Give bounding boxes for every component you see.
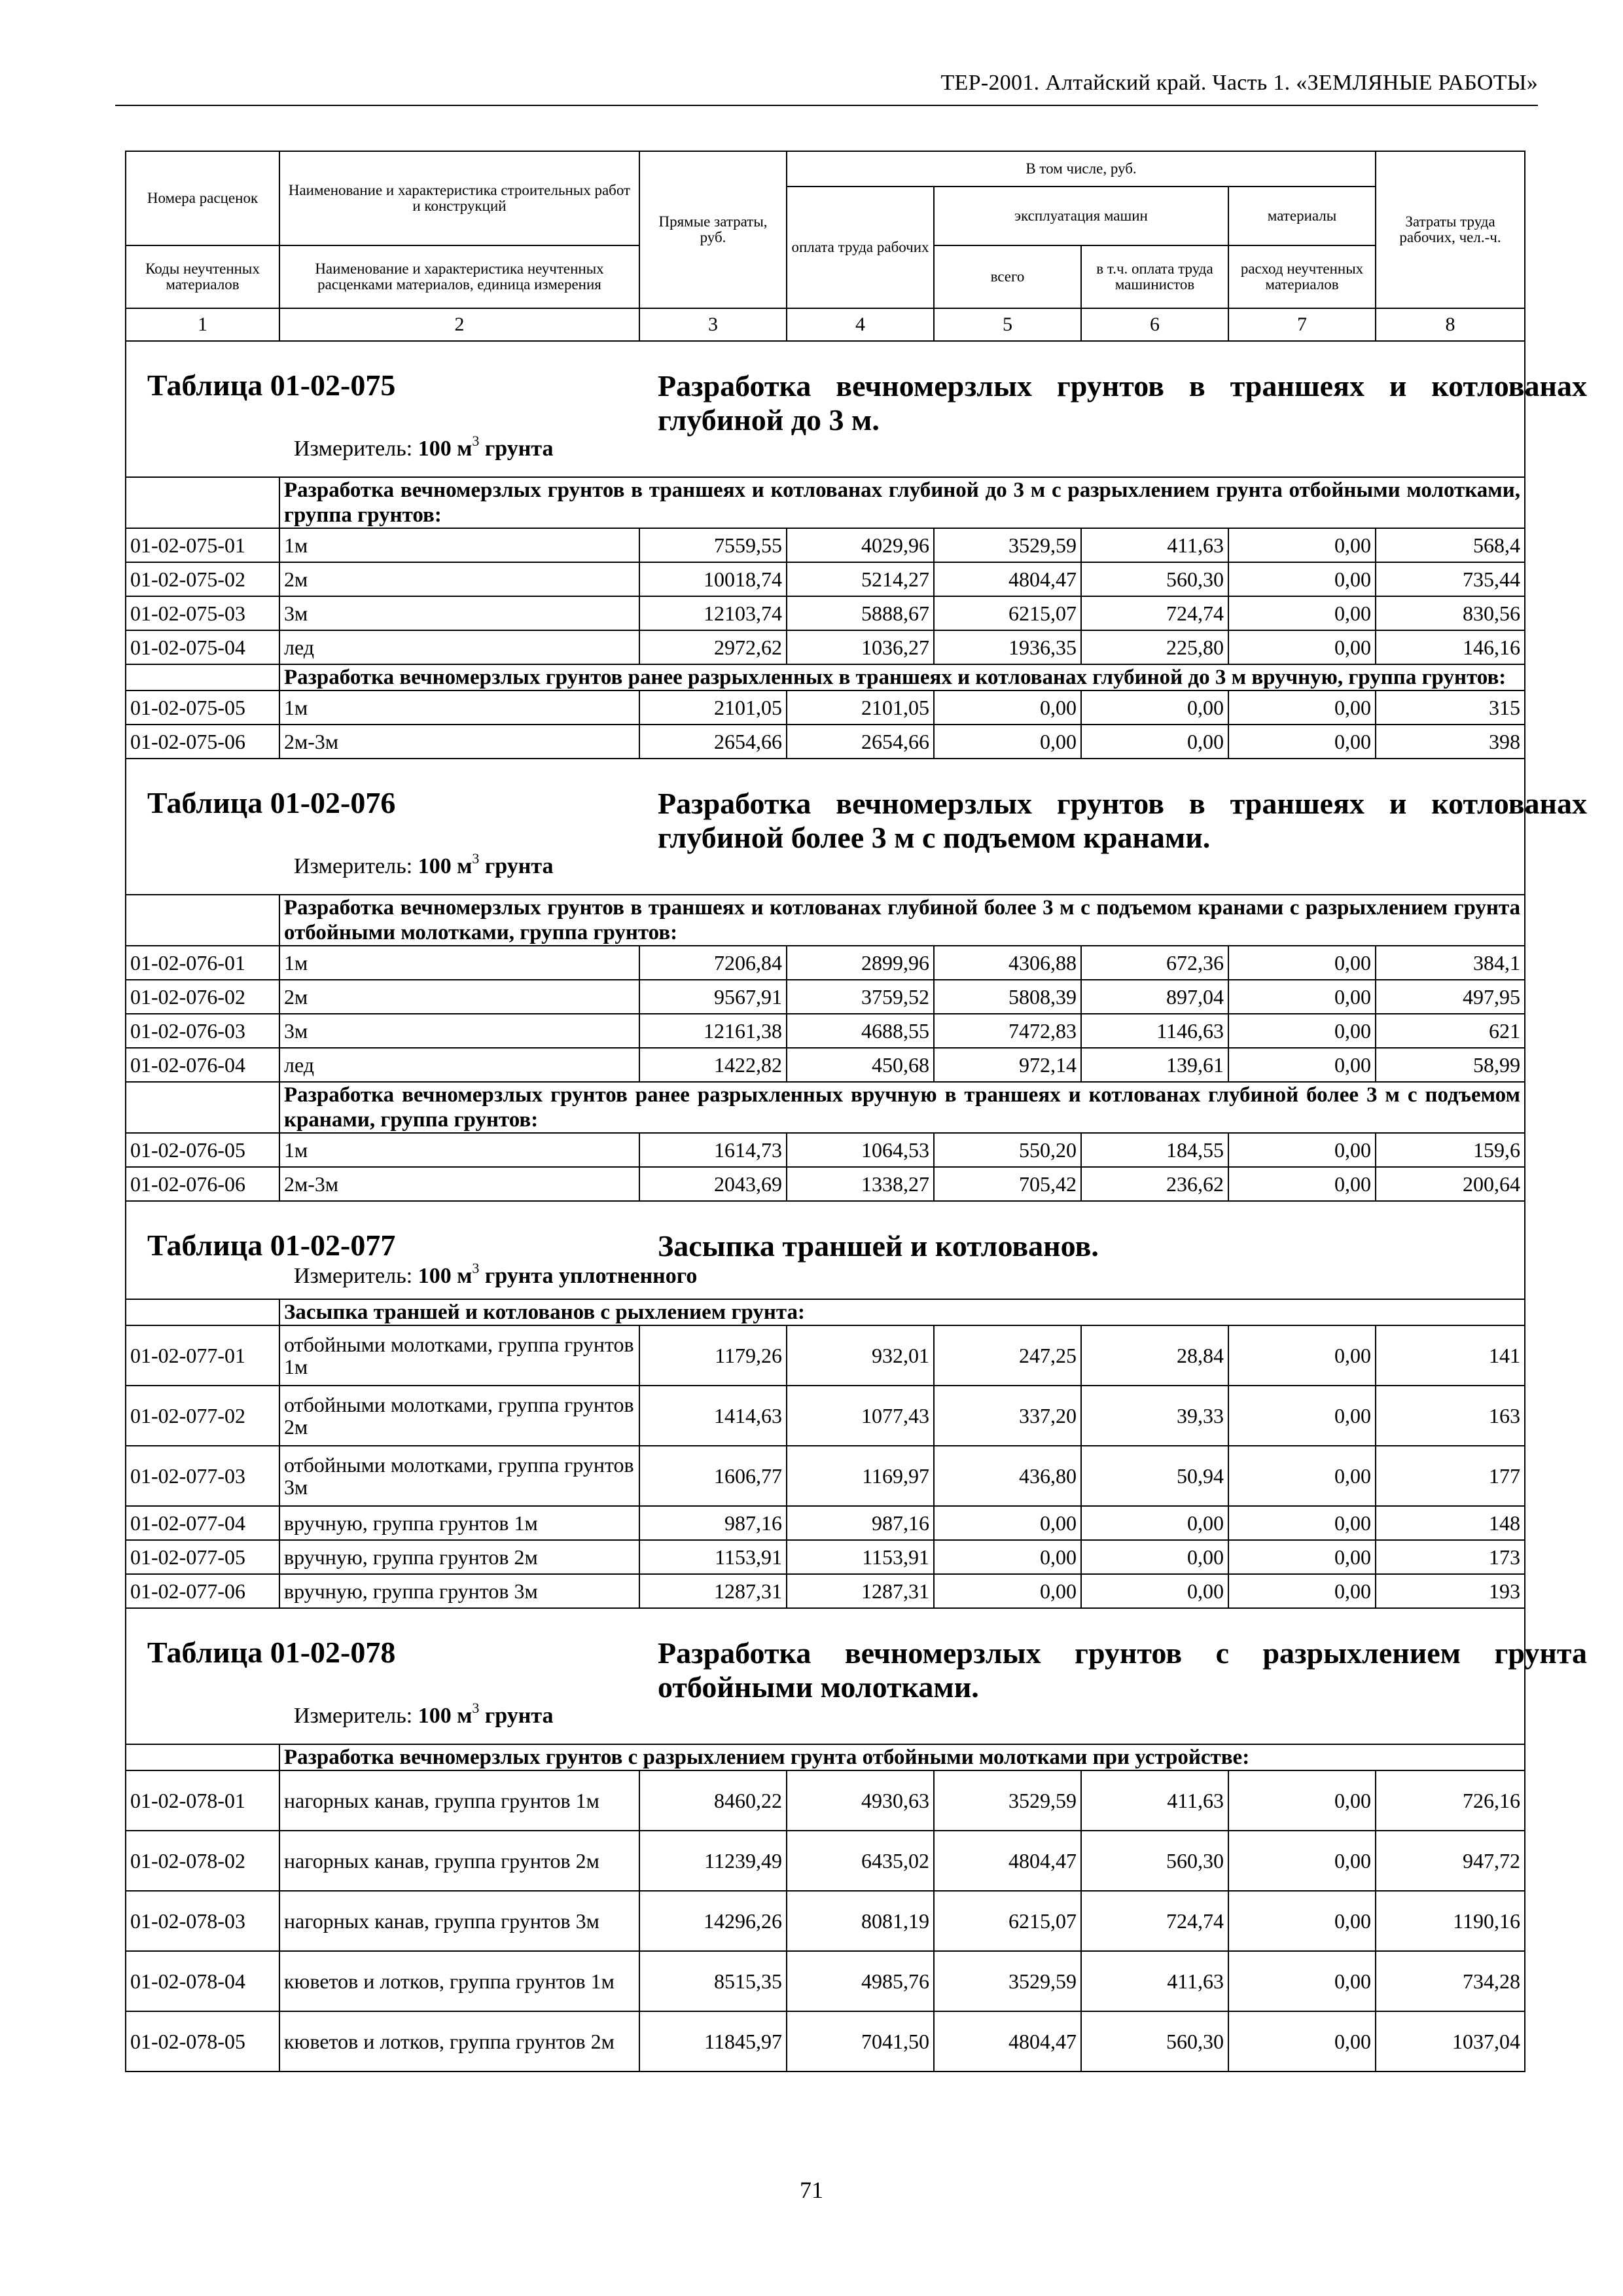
rate-code-cell: 01-02-077-02 <box>126 1386 279 1446</box>
operator-pay-cell: 724,74 <box>1081 596 1228 630</box>
materials-cell: 0,00 <box>1228 1325 1376 1386</box>
table-row <box>126 1770 1525 1831</box>
operator-pay-cell: 236,62 <box>1081 1167 1228 1201</box>
col-head-operator-pay: в т.ч. оплата труда машинистов <box>1081 245 1228 308</box>
table-unit <box>294 1259 698 1289</box>
direct-costs-cell: 2654,66 <box>639 725 787 759</box>
rate-name-cell: 3м <box>279 596 639 630</box>
table-section-header-wrap <box>130 1609 1587 1744</box>
rate-name-cell: 1м <box>279 691 639 725</box>
operator-pay-cell: 0,00 <box>1081 725 1228 759</box>
group-title: Разработка вечномерзлых грунтов с разрыхлением грунта отбойными молотками при устройстве: <box>279 1744 1525 1770</box>
col-head-materials: материалы <box>1228 187 1376 245</box>
table-row <box>126 946 1525 980</box>
rate-name-cell: вручную, группа грунтов 1м <box>279 1506 639 1540</box>
table-number: Таблица 01-02-077 <box>147 1229 396 1262</box>
labor-costs-cell: 173 <box>1376 1540 1525 1574</box>
direct-costs-cell: 10018,74 <box>639 562 787 596</box>
machines-total-cell: 6215,07 <box>934 1891 1081 1951</box>
rate-name-cell: 1м <box>279 1133 639 1167</box>
labor-costs-cell: 568,4 <box>1376 528 1525 562</box>
group-title: Разработка вечномерзлых грунтов в траншеях и котлованах глубиной до 3 м с разрыхлением грунта отбойными молотками, группа грунтов: <box>279 477 1525 528</box>
labor-costs-cell: 497,95 <box>1376 980 1525 1014</box>
machines-total-cell: 0,00 <box>934 1506 1081 1540</box>
materials-cell: 0,00 <box>1228 1831 1376 1891</box>
labor-costs-cell: 735,44 <box>1376 562 1525 596</box>
machines-total-cell: 0,00 <box>934 725 1081 759</box>
table-row <box>126 596 1525 630</box>
materials-cell: 0,00 <box>1228 1770 1376 1831</box>
table-section-header <box>126 1608 1525 1744</box>
rate-name-cell: 2м-3м <box>279 725 639 759</box>
direct-costs-cell: 9567,91 <box>639 980 787 1014</box>
labor-pay-cell: 1287,31 <box>787 1574 934 1608</box>
labor-costs-cell: 141 <box>1376 1325 1525 1386</box>
column-numbers-row <box>126 308 1525 341</box>
col-number: 2 <box>279 308 639 341</box>
col-head-direct-costs: Прямые затраты, руб. <box>639 151 787 308</box>
unit-exponent: 3 <box>472 1259 480 1276</box>
table-row <box>126 1891 1525 1951</box>
col-head-codes: Коды неучтенных материалов <box>126 245 279 308</box>
machines-total-cell: 4804,47 <box>934 2011 1081 2072</box>
unit-exponent: 3 <box>472 850 480 867</box>
operator-pay-cell: 28,84 <box>1081 1325 1228 1386</box>
col-number: 6 <box>1081 308 1228 341</box>
labor-costs-cell: 830,56 <box>1376 596 1525 630</box>
labor-pay-cell: 987,16 <box>787 1506 934 1540</box>
materials-cell: 0,00 <box>1228 691 1376 725</box>
unit-exponent: 3 <box>472 432 480 449</box>
labor-costs-cell: 148 <box>1376 1506 1525 1540</box>
unit-label: Измеритель: <box>294 437 413 461</box>
table-section-header-cell <box>126 759 1587 895</box>
rate-name-cell: вручную, группа грунтов 3м <box>279 1574 639 1608</box>
group-row-spacer <box>126 895 279 946</box>
unit-label: Измеритель: <box>294 1264 413 1288</box>
table-row <box>126 1386 1525 1446</box>
rate-code-cell: 01-02-077-03 <box>126 1446 279 1506</box>
col-head-unaccounted-materials: расход неучтенных материалов <box>1228 245 1376 308</box>
materials-cell: 0,00 <box>1228 1574 1376 1608</box>
rate-name-cell: 1м <box>279 528 639 562</box>
rate-code-cell: 01-02-075-06 <box>126 725 279 759</box>
group-title: Засыпка траншей и котлованов с рыхлением грунта: <box>279 1299 1525 1325</box>
rate-name-cell: отбойными молотками, группа грунтов 1м <box>279 1325 639 1386</box>
unit-label: Измеритель: <box>294 1704 413 1728</box>
unit-rest: грунта <box>479 437 554 461</box>
direct-costs-cell: 987,16 <box>639 1506 787 1540</box>
table-section-header-cell <box>126 341 1587 477</box>
table-row <box>126 1574 1525 1608</box>
labor-costs-cell: 193 <box>1376 1574 1525 1608</box>
table-unit <box>294 850 554 879</box>
rate-name-cell: нагорных канав, группа грунтов 1м <box>279 1770 639 1831</box>
rate-code-cell: 01-02-076-02 <box>126 980 279 1014</box>
machines-total-cell: 3529,59 <box>934 1951 1081 2011</box>
rate-code-cell: 01-02-076-06 <box>126 1167 279 1201</box>
rate-code-cell: 01-02-075-03 <box>126 596 279 630</box>
materials-cell: 0,00 <box>1228 980 1376 1014</box>
table-row <box>126 1325 1525 1386</box>
machines-total-cell: 0,00 <box>934 1574 1081 1608</box>
col-head-machines: эксплуатация машин <box>934 187 1228 245</box>
materials-cell: 0,00 <box>1228 1167 1376 1201</box>
table-section-header-wrap <box>130 342 1587 476</box>
unit-rest: грунта <box>479 1704 554 1728</box>
col-number: 8 <box>1376 308 1525 341</box>
labor-costs-cell: 947,72 <box>1376 1831 1525 1891</box>
labor-costs-cell: 726,16 <box>1376 1770 1525 1831</box>
rate-name-cell: кюветов и лотков, группа грунтов 1м <box>279 1951 639 2011</box>
direct-costs-cell: 1287,31 <box>639 1574 787 1608</box>
rate-name-cell: лед <box>279 630 639 664</box>
unit-value: 100 м <box>418 437 473 461</box>
table-unit <box>294 1699 554 1729</box>
machines-total-cell: 1936,35 <box>934 630 1081 664</box>
table-row <box>126 1014 1525 1048</box>
machines-total-cell: 6215,07 <box>934 596 1081 630</box>
rate-code-cell: 01-02-076-05 <box>126 1133 279 1167</box>
materials-cell: 0,00 <box>1228 1133 1376 1167</box>
direct-costs-cell: 1414,63 <box>639 1386 787 1446</box>
operator-pay-cell: 672,36 <box>1081 946 1228 980</box>
labor-pay-cell: 5888,67 <box>787 596 934 630</box>
labor-pay-cell: 5214,27 <box>787 562 934 596</box>
materials-cell: 0,00 <box>1228 1386 1376 1446</box>
labor-costs-cell: 734,28 <box>1376 1951 1525 2011</box>
table-section-header-wrap <box>130 1202 1520 1299</box>
labor-pay-cell: 2101,05 <box>787 691 934 725</box>
labor-costs-cell: 621 <box>1376 1014 1525 1048</box>
unit-label: Измеритель: <box>294 854 413 878</box>
table-number: Таблица 01-02-075 <box>147 368 396 402</box>
direct-costs-cell: 11845,97 <box>639 2011 787 2072</box>
col-head-rates-numbers: Номера расценок <box>126 151 279 245</box>
table-number: Таблица 01-02-076 <box>147 786 396 819</box>
direct-costs-cell: 2043,69 <box>639 1167 787 1201</box>
machines-total-cell: 3529,59 <box>934 1770 1081 1831</box>
unit-value: 100 м <box>418 1704 473 1728</box>
col-head-work-name: Наименование и характеристика строительных работ и конструкций <box>279 151 639 245</box>
machines-total-cell: 337,20 <box>934 1386 1081 1446</box>
rates-table <box>125 151 1587 2072</box>
materials-cell: 0,00 <box>1228 630 1376 664</box>
rate-code-cell: 01-02-076-03 <box>126 1014 279 1048</box>
operator-pay-cell: 139,61 <box>1081 1048 1228 1082</box>
table-row <box>126 630 1525 664</box>
operator-pay-cell: 0,00 <box>1081 1574 1228 1608</box>
operator-pay-cell: 0,00 <box>1081 1506 1228 1540</box>
labor-costs-cell: 1190,16 <box>1376 1891 1525 1951</box>
labor-costs-cell: 1037,04 <box>1376 2011 1525 2072</box>
direct-costs-cell: 1422,82 <box>639 1048 787 1082</box>
rate-code-cell: 01-02-075-04 <box>126 630 279 664</box>
table-row <box>126 1167 1525 1201</box>
table-row <box>126 1540 1525 1574</box>
labor-pay-cell: 2899,96 <box>787 946 934 980</box>
materials-cell: 0,00 <box>1228 562 1376 596</box>
machines-total-cell: 436,80 <box>934 1446 1081 1506</box>
col-head-labor-costs: Затраты труда рабочих, чел.-ч. <box>1376 151 1525 308</box>
rate-code-cell: 01-02-077-04 <box>126 1506 279 1540</box>
rate-code-cell: 01-02-075-05 <box>126 691 279 725</box>
operator-pay-cell: 724,74 <box>1081 1891 1228 1951</box>
group-row-spacer <box>126 1082 279 1133</box>
direct-costs-cell: 1179,26 <box>639 1325 787 1386</box>
col-head-labor-pay: оплата труда рабочих <box>787 187 934 308</box>
materials-cell: 0,00 <box>1228 1951 1376 2011</box>
labor-pay-cell: 4688,55 <box>787 1014 934 1048</box>
unit-rest: грунта уплотненного <box>479 1264 698 1288</box>
unit-value: 100 м <box>418 854 473 878</box>
rate-code-cell: 01-02-076-04 <box>126 1048 279 1082</box>
operator-pay-cell: 897,04 <box>1081 980 1228 1014</box>
table-section-header-wrap <box>130 759 1587 894</box>
materials-cell: 0,00 <box>1228 1048 1376 1082</box>
col-number: 5 <box>934 308 1081 341</box>
group-title: Разработка вечномерзлых грунтов ранее разрыхленных вручную в траншеях и котлованах глубиной более 3 м с подъемом кранами, группа грунтов: <box>279 1082 1525 1133</box>
table-row <box>126 725 1525 759</box>
materials-cell: 0,00 <box>1228 1446 1376 1506</box>
table-row <box>126 1048 1525 1082</box>
rate-code-cell: 01-02-078-03 <box>126 1891 279 1951</box>
labor-pay-cell: 6435,02 <box>787 1831 934 1891</box>
labor-costs-cell: 398 <box>1376 725 1525 759</box>
machines-total-cell: 705,42 <box>934 1167 1081 1201</box>
direct-costs-cell: 12161,38 <box>639 1014 787 1048</box>
rate-name-cell: 1м <box>279 946 639 980</box>
operator-pay-cell: 0,00 <box>1081 1540 1228 1574</box>
machines-total-cell: 4306,88 <box>934 946 1081 980</box>
operator-pay-cell: 0,00 <box>1081 691 1228 725</box>
labor-pay-cell: 1064,53 <box>787 1133 934 1167</box>
operator-pay-cell: 560,30 <box>1081 1831 1228 1891</box>
col-number: 7 <box>1228 308 1376 341</box>
direct-costs-cell: 14296,26 <box>639 1891 787 1951</box>
table-section-header <box>126 341 1525 477</box>
group-row <box>126 1082 1525 1133</box>
materials-cell: 0,00 <box>1228 528 1376 562</box>
machines-total-cell: 5808,39 <box>934 980 1081 1014</box>
unit-value: 100 м <box>418 1264 473 1288</box>
operator-pay-cell: 184,55 <box>1081 1133 1228 1167</box>
col-head-machines-total: всего <box>934 245 1081 308</box>
col-number: 1 <box>126 308 279 341</box>
labor-pay-cell: 1077,43 <box>787 1386 934 1446</box>
table-section-header <box>126 1201 1525 1299</box>
machines-total-cell: 550,20 <box>934 1133 1081 1167</box>
labor-costs-cell: 177 <box>1376 1446 1525 1506</box>
group-title: Разработка вечномерзлых грунтов ранее разрыхленных в траншеях и котлованах глубиной до 3 м вручную, группа грунтов: <box>279 664 1525 691</box>
materials-cell: 0,00 <box>1228 2011 1376 2072</box>
col-head-including: В том числе, руб. <box>787 151 1376 187</box>
running-header: ТЕР-2001. Алтайский край. Часть 1. «ЗЕМЛЯНЫЕ РАБОТЫ» <box>940 71 1538 95</box>
direct-costs-cell: 1153,91 <box>639 1540 787 1574</box>
materials-cell: 0,00 <box>1228 1540 1376 1574</box>
labor-costs-cell: 384,1 <box>1376 946 1525 980</box>
direct-costs-cell: 7559,55 <box>639 528 787 562</box>
labor-costs-cell: 159,6 <box>1376 1133 1525 1167</box>
rate-code-cell: 01-02-076-01 <box>126 946 279 980</box>
direct-costs-cell: 1614,73 <box>639 1133 787 1167</box>
direct-costs-cell: 2101,05 <box>639 691 787 725</box>
direct-costs-cell: 2972,62 <box>639 630 787 664</box>
labor-pay-cell: 7041,50 <box>787 2011 934 2072</box>
labor-pay-cell: 4930,63 <box>787 1770 934 1831</box>
group-row-spacer <box>126 477 279 528</box>
rate-code-cell: 01-02-078-01 <box>126 1770 279 1831</box>
col-number: 3 <box>639 308 787 341</box>
rate-name-cell: кюветов и лотков, группа грунтов 2м <box>279 2011 639 2072</box>
group-row <box>126 1299 1525 1325</box>
rate-name-cell: 2м <box>279 980 639 1014</box>
table-row <box>126 1446 1525 1506</box>
machines-total-cell: 0,00 <box>934 1540 1081 1574</box>
machines-total-cell: 4804,47 <box>934 1831 1081 1891</box>
materials-cell: 0,00 <box>1228 596 1376 630</box>
labor-pay-cell: 1169,97 <box>787 1446 934 1506</box>
materials-cell: 0,00 <box>1228 725 1376 759</box>
table-caption: Засыпка траншей и котлованов. <box>658 1229 1099 1263</box>
machines-total-cell: 4804,47 <box>934 562 1081 596</box>
labor-costs-cell: 58,99 <box>1376 1048 1525 1082</box>
labor-pay-cell: 3759,52 <box>787 980 934 1014</box>
unit-rest: грунта <box>479 854 554 878</box>
header-rule <box>115 105 1538 106</box>
col-head-material-name: Наименование и характеристика неучтенных расценками материалов, единица измерения <box>279 245 639 308</box>
table-unit <box>294 432 554 461</box>
direct-costs-cell: 8460,22 <box>639 1770 787 1831</box>
operator-pay-cell: 411,63 <box>1081 1770 1228 1831</box>
rate-code-cell: 01-02-075-02 <box>126 562 279 596</box>
materials-cell: 0,00 <box>1228 1891 1376 1951</box>
rate-name-cell: отбойными молотками, группа грунтов 3м <box>279 1446 639 1506</box>
labor-costs-cell: 146,16 <box>1376 630 1525 664</box>
direct-costs-cell: 12103,74 <box>639 596 787 630</box>
table-caption: Разработка вечномерзлых грунтов в траншеях и котлованах глубиной более 3 м с подъемом кранами. <box>658 787 1587 854</box>
machines-total-cell: 247,25 <box>934 1325 1081 1386</box>
labor-pay-cell: 2654,66 <box>787 725 934 759</box>
table-caption: Разработка вечномерзлых грунтов в траншеях и котлованах глубиной до 3 м. <box>658 369 1587 437</box>
rate-name-cell: нагорных канав, группа грунтов 3м <box>279 1891 639 1951</box>
table-section-header-cell <box>126 1608 1587 1744</box>
direct-costs-cell: 1606,77 <box>639 1446 787 1506</box>
col-number: 4 <box>787 308 934 341</box>
labor-pay-cell: 4985,76 <box>787 1951 934 2011</box>
rate-code-cell: 01-02-078-02 <box>126 1831 279 1891</box>
table-row <box>126 1506 1525 1540</box>
materials-cell: 0,00 <box>1228 1506 1376 1540</box>
operator-pay-cell: 225,80 <box>1081 630 1228 664</box>
machines-total-cell: 972,14 <box>934 1048 1081 1082</box>
rate-name-cell: нагорных канав, группа грунтов 2м <box>279 1831 639 1891</box>
rate-code-cell: 01-02-077-05 <box>126 1540 279 1574</box>
table-row <box>126 562 1525 596</box>
operator-pay-cell: 39,33 <box>1081 1386 1228 1446</box>
table-section-header-cell <box>126 1201 1525 1299</box>
table-row <box>126 1951 1525 2011</box>
operator-pay-cell: 560,30 <box>1081 562 1228 596</box>
page-number: 71 <box>800 2177 823 2203</box>
rate-code-cell: 01-02-078-05 <box>126 2011 279 2072</box>
table-caption: Разработка вечномерзлых грунтов с разрыхлением грунта отбойными молотками. <box>658 1636 1587 1704</box>
unit-exponent: 3 <box>472 1699 480 1716</box>
table-row <box>126 691 1525 725</box>
group-row-spacer <box>126 1299 279 1325</box>
rate-name-cell: вручную, группа грунтов 2м <box>279 1540 639 1574</box>
group-row-spacer <box>126 1744 279 1770</box>
materials-cell: 0,00 <box>1228 1014 1376 1048</box>
table-row <box>126 1831 1525 1891</box>
labor-pay-cell: 1153,91 <box>787 1540 934 1574</box>
machines-total-cell: 3529,59 <box>934 528 1081 562</box>
labor-pay-cell: 450,68 <box>787 1048 934 1082</box>
rate-code-cell: 01-02-078-04 <box>126 1951 279 2011</box>
materials-cell: 0,00 <box>1228 946 1376 980</box>
machines-total-cell: 7472,83 <box>934 1014 1081 1048</box>
group-row <box>126 895 1525 946</box>
operator-pay-cell: 560,30 <box>1081 2011 1228 2072</box>
rate-name-cell: 2м-3м <box>279 1167 639 1201</box>
rate-name-cell: 2м <box>279 562 639 596</box>
rate-name-cell: лед <box>279 1048 639 1082</box>
operator-pay-cell: 411,63 <box>1081 528 1228 562</box>
labor-costs-cell: 200,64 <box>1376 1167 1525 1201</box>
rate-code-cell: 01-02-077-01 <box>126 1325 279 1386</box>
rate-code-cell: 01-02-075-01 <box>126 528 279 562</box>
direct-costs-cell: 7206,84 <box>639 946 787 980</box>
group-row <box>126 477 1525 528</box>
rate-name-cell: отбойными молотками, группа грунтов 2м <box>279 1386 639 1446</box>
table-row <box>126 2011 1525 2072</box>
direct-costs-cell: 11239,49 <box>639 1831 787 1891</box>
group-row-spacer <box>126 664 279 691</box>
labor-costs-cell: 315 <box>1376 691 1525 725</box>
table-row <box>126 980 1525 1014</box>
rate-name-cell: 3м <box>279 1014 639 1048</box>
table-number: Таблица 01-02-078 <box>147 1636 396 1669</box>
labor-pay-cell: 1036,27 <box>787 630 934 664</box>
labor-pay-cell: 1338,27 <box>787 1167 934 1201</box>
group-row <box>126 1744 1525 1770</box>
table-row <box>126 528 1525 562</box>
machines-total-cell: 0,00 <box>934 691 1081 725</box>
operator-pay-cell: 411,63 <box>1081 1951 1228 2011</box>
table-row <box>126 1133 1525 1167</box>
operator-pay-cell: 1146,63 <box>1081 1014 1228 1048</box>
group-title: Разработка вечномерзлых грунтов в траншеях и котлованах глубиной более 3 м с подъемом кранами с разрыхлением грунта отбойными молотками, группа грунтов: <box>279 895 1525 946</box>
operator-pay-cell: 50,94 <box>1081 1446 1228 1506</box>
labor-pay-cell: 4029,96 <box>787 528 934 562</box>
labor-pay-cell: 932,01 <box>787 1325 934 1386</box>
labor-costs-cell: 163 <box>1376 1386 1525 1446</box>
rate-code-cell: 01-02-077-06 <box>126 1574 279 1608</box>
group-row <box>126 664 1525 691</box>
table-section-header <box>126 759 1525 895</box>
direct-costs-cell: 8515,35 <box>639 1951 787 2011</box>
labor-pay-cell: 8081,19 <box>787 1891 934 1951</box>
